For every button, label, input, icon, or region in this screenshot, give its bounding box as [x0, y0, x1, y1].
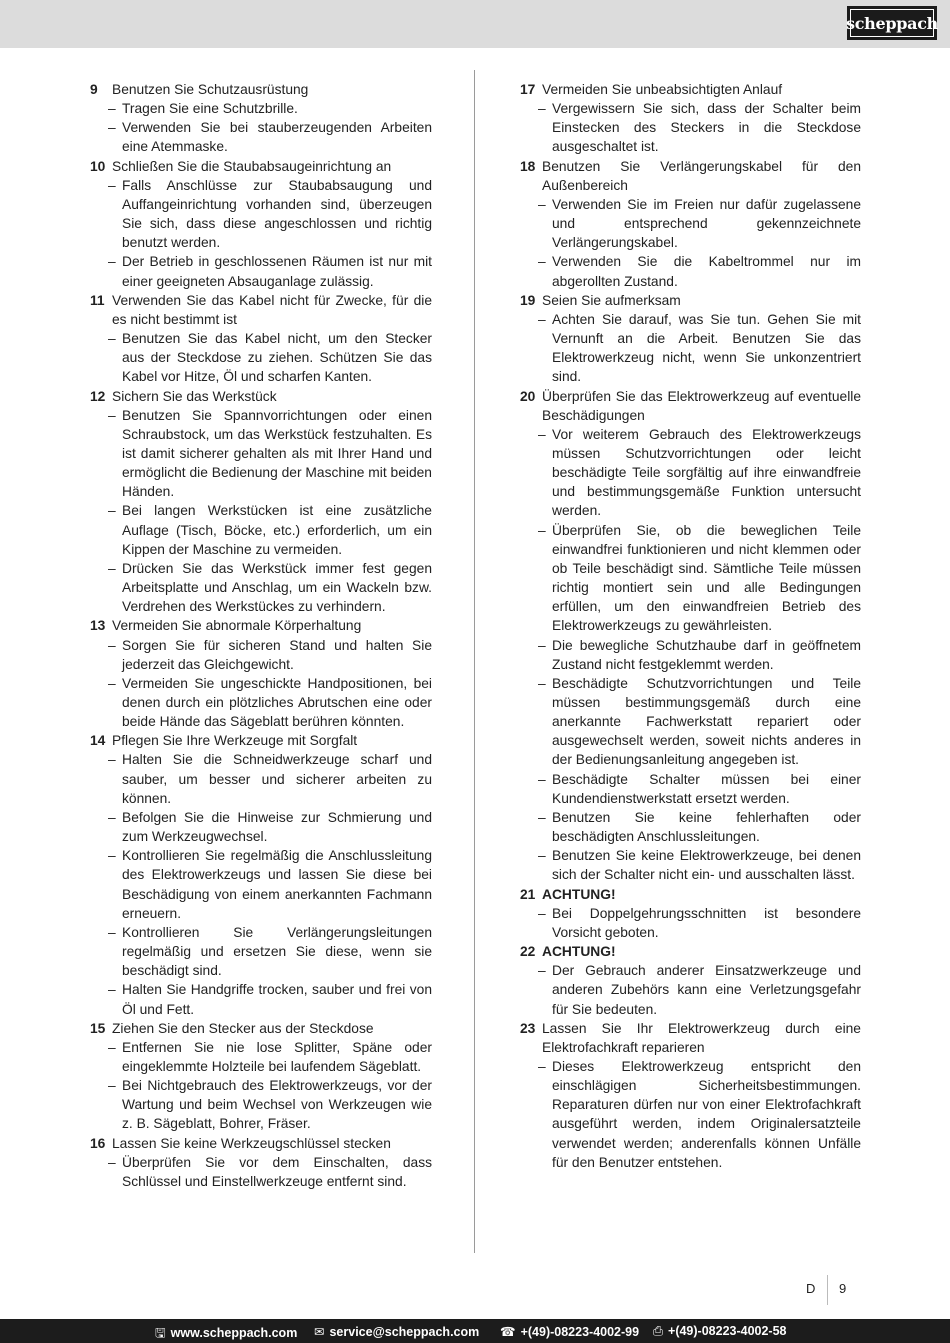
envelope-icon: ✉ [314, 1325, 325, 1339]
dash-bullet: – [538, 311, 546, 327]
item-subpoint [520, 252, 861, 290]
item-title: Seien Sie aufmerksam [542, 292, 681, 308]
right-column [520, 80, 861, 1172]
dash-bullet: – [108, 675, 116, 691]
subpoint-text: Beschädigte Schalter müssen bei einer Kundendienstwerkstatt ersetzt werden. [552, 771, 861, 806]
item-subpoint [90, 1038, 432, 1076]
item-title: Pflegen Sie Ihre Werkzeuge mit Sorgfalt [112, 733, 358, 749]
contact-phone[interactable] [500, 1324, 639, 1339]
item-subpoint [520, 904, 861, 942]
subpoint-text: Verwenden Sie die Kabeltrommel nur im abgerollten Zustand. [552, 254, 861, 289]
item-title: Vermeiden Sie abnormale Körperhaltung [112, 618, 362, 634]
dash-bullet: – [108, 848, 116, 864]
subpoint-text: Vor weiterem Gebrauch des Elektrowerkzeugs müssen Schutzvorrichtungen oder leicht beschädigte Teile sorgfältig auf ihre einwandfreie und bestimmungsgemäße Funktion untersucht werden. [552, 426, 861, 519]
item-subpoint [90, 501, 432, 558]
item-number: 19 [520, 292, 536, 308]
dash-bullet: – [108, 503, 116, 519]
safety-item-heading [520, 1019, 861, 1057]
safety-item-heading [90, 616, 432, 635]
dash-bullet: – [538, 637, 546, 653]
item-number: 11 [90, 292, 105, 308]
dash-bullet: – [108, 1154, 116, 1170]
dash-bullet: – [538, 675, 546, 691]
item-title: Sichern Sie das Werkstück [112, 388, 277, 404]
item-subpoint [90, 559, 432, 616]
item-title: Lassen Sie keine Werkzeugschlüssel stecken [112, 1135, 391, 1151]
safety-item [90, 157, 432, 291]
subpoint-text: Bei Nichtgebrauch des Elektrowerkzeugs, vor der Wartung und beim Wechsel von Werkzeugen wie z. B. Sägeblatt, Bohrer, Fräser. [122, 1078, 432, 1132]
subpoint-text: Verwenden Sie bei stauberzeugenden Arbeiten eine Atemmaske. [122, 120, 432, 155]
monitor-icon: 🖫 [155, 1326, 166, 1340]
dash-bullet: – [108, 637, 116, 653]
item-title: Lassen Sie Ihr Elektrowerkzeug durch eine Elektrofachkraft reparieren [542, 1020, 861, 1055]
subpoint-text: Benutzen Sie das Kabel nicht, um den Stecker aus der Steckdose zu ziehen. Schützen Sie das Kabel vor Hitze, Öl und scharfen Kanten. [122, 331, 432, 385]
subpoint-text: Kontrollieren Sie Verlängerungsleitungen regelmäßig und ersetzen Sie diese, wenn sie beschädigt sind. [122, 924, 432, 979]
item-subpoint [90, 808, 432, 846]
item-subpoint [520, 99, 861, 156]
column-divider [474, 70, 475, 1253]
safety-item-heading [90, 80, 432, 99]
safety-item-heading [90, 291, 432, 329]
dash-bullet: – [108, 254, 116, 270]
subpoint-text: Befolgen Sie die Hinweise zur Schmierung und zum Werkzeugwechsel. [122, 809, 432, 845]
dash-bullet: – [108, 809, 116, 825]
safety-item [520, 1019, 861, 1172]
subpoint-text: Benutzen Sie keine fehlerhaften oder beschädigten Anschlussleitungen. [552, 809, 861, 845]
item-subpoint [90, 406, 432, 502]
item-subpoint [90, 846, 432, 923]
item-subpoint [90, 923, 432, 980]
footer-separator [827, 1275, 828, 1305]
dash-bullet: – [538, 809, 546, 825]
dash-bullet: – [538, 771, 546, 787]
item-number: 12 [90, 388, 106, 404]
item-title: Ziehen Sie den Stecker aus der Steckdose [112, 1020, 374, 1036]
item-subpoint [90, 636, 432, 674]
dash-bullet: – [538, 963, 546, 979]
subpoint-text: Benutzen Sie keine Elektrowerkzeuge, bei denen sich der Schalter nicht ein- und ausschalten lässt. [552, 848, 861, 883]
contact-web[interactable] [155, 1324, 297, 1343]
item-subpoint [520, 310, 861, 387]
item-subpoint [90, 980, 432, 1018]
subpoint-text: Verwenden Sie im Freien nur dafür zugelassene und entsprechend gekennzeichnete Verlängerungskabel. [552, 196, 861, 251]
item-number: 10 [90, 158, 106, 174]
safety-item-heading [90, 387, 432, 406]
item-title: ACHTUNG! [542, 944, 616, 960]
safety-item-heading [90, 1134, 432, 1153]
safety-item [520, 157, 861, 291]
item-number: 17 [520, 82, 536, 97]
subpoint-text: Tragen Sie eine Schutzbrille. [122, 101, 298, 117]
item-subpoint [520, 770, 861, 808]
safety-item-heading [520, 885, 861, 904]
item-subpoint [90, 99, 432, 118]
dash-bullet: – [538, 1058, 546, 1074]
dash-bullet: – [108, 1039, 116, 1055]
telephone-icon: ☎ [500, 1325, 516, 1339]
safety-item [90, 1134, 432, 1191]
item-number: 21 [520, 886, 536, 902]
subpoint-text: Vergewissern Sie sich, dass der Schalter beim Einstecken des Steckers in die Steckdose ausgeschaltet ist. [552, 101, 861, 155]
contact-email[interactable] [314, 1324, 479, 1339]
item-subpoint [90, 674, 432, 731]
page-number: 9 [839, 1281, 847, 1296]
item-number: 15 [90, 1020, 106, 1036]
item-subpoint [90, 750, 432, 807]
item-subpoint [520, 674, 861, 770]
subpoint-text: Bei Doppelgehrungsschnitten ist besondere Vorsicht geboten. [552, 905, 861, 940]
item-number: 14 [90, 733, 106, 749]
item-number: 9 [90, 82, 98, 97]
safety-item [520, 387, 861, 885]
safety-item-heading [520, 387, 861, 425]
dash-bullet: – [538, 196, 546, 212]
subpoint-text: Beschädigte Schutzvorrichtungen und Teile müssen bestimmungsgemäß durch eine anerkannte Fachwerkstatt repariert oder ausgewechselt werden, soweit nichts anderes in der Bedienungsanleitung angegeben ist. [552, 675, 861, 768]
item-title: Benutzen Sie Schutzausrüstung [112, 82, 309, 97]
item-title: Verwenden Sie das Kabel nicht für Zwecke, für die es nicht bestimmt ist [112, 292, 432, 327]
subpoint-text: Kontrollieren Sie regelmäßig die Anschlussleitung des Elektrowerkzeugs und lassen Sie diese bei Beschädigung von einem anerkannten Fachmann erneuern. [122, 848, 432, 921]
item-number: 22 [520, 944, 536, 960]
item-subpoint [90, 176, 432, 253]
contact-bar [0, 1319, 950, 1343]
header-bar [0, 0, 950, 48]
subpoint-text: Bei langen Werkstücken ist eine zusätzliche Auflage (Tisch, Böcke, etc.) erforderlich, um ein Kippen der Maschine zu vermeiden. [122, 503, 432, 557]
item-number: 18 [520, 158, 536, 174]
contact-email-text: service@scheppach.com [329, 1325, 480, 1339]
item-number: 13 [90, 618, 106, 634]
subpoint-text: Vermeiden Sie ungeschickte Handpositionen, bei denen durch ein plötzliches Abrutschen eine oder beide Hände das Sägeblatt berühren könnten. [122, 675, 432, 730]
item-title: Benutzen Sie Verlängerungskabel für den Außenbereich [542, 158, 861, 193]
safety-item-heading [520, 942, 861, 961]
dash-bullet: – [108, 560, 116, 576]
item-title: Schließen Sie die Staubabsaugeinrichtung an [112, 158, 392, 174]
item-number: 20 [520, 388, 536, 404]
item-subpoint [520, 961, 861, 1018]
subpoint-text: Überprüfen Sie, ob die beweglichen Teile einwandfrei funktionieren und nicht klemmen oder ob Teile beschädigt sind. Sämtliche Teile müssen richtig montiert sein und alle Bedingungen erfüllen, um den einwandfreien Betrieb des Elektrowerkzeugs zu gewährleisten. [552, 522, 861, 634]
subpoint-text: Dieses Elektrowerkzeug entspricht den einschlägigen Sicherheitsbestimmungen. Reparaturen dürfen nur von einer Elektrofachkraft ausgeführt werden, indem Originalersatzteile verwendet werden; anderenfalls können Unfälle für den Benutzer entstehen. [552, 1058, 861, 1170]
contact-web-text: www.scheppach.com [170, 1326, 298, 1340]
safety-item [90, 80, 432, 157]
fax-icon: ⎙ [653, 1324, 664, 1338]
item-subpoint [90, 329, 432, 386]
dash-bullet: – [108, 982, 116, 998]
safety-item [90, 731, 432, 1018]
subpoint-text: Halten Sie die Schneidwerkzeuge scharf und sauber, um besser und sicherer arbeiten zu können. [122, 752, 432, 806]
safety-item-heading [90, 157, 432, 176]
item-subpoint [520, 195, 861, 252]
item-subpoint [520, 808, 861, 846]
subpoint-text: Benutzen Sie Spannvorrichtungen oder einen Schraubstock, um das Werkstück festzuhalten. Es ist damit sicherer gehalten als mit Ihrer Hand und ermöglicht die Bedienung der Maschine mit beiden Händen. [122, 407, 432, 500]
item-subpoint [520, 636, 861, 674]
subpoint-text: Entfernen Sie nie lose Splitter, Späne oder eingeklemmte Holzteile bei laufendem Sägeblatt. [122, 1039, 432, 1074]
item-subpoint [90, 1153, 432, 1191]
dash-bullet: – [538, 848, 546, 864]
dash-bullet: – [108, 407, 116, 423]
item-title: Überprüfen Sie das Elektrowerkzeug auf eventuelle Beschädigungen [542, 388, 861, 423]
dash-bullet: – [108, 177, 116, 193]
safety-item [520, 80, 861, 157]
item-number: 23 [520, 1020, 536, 1036]
contact-fax-text: +(49)-08223-4002-58 [668, 1324, 787, 1338]
item-subpoint [520, 425, 861, 521]
contact-fax[interactable] [653, 1324, 787, 1339]
dash-bullet: – [538, 101, 546, 117]
dash-bullet: – [108, 1078, 116, 1094]
item-subpoint [90, 1076, 432, 1133]
safety-item-heading [520, 80, 861, 99]
item-number: 16 [90, 1135, 106, 1151]
item-title: Vermeiden Sie unbeabsichtigten Anlauf [542, 82, 783, 97]
subpoint-text: Achten Sie darauf, was Sie tun. Gehen Sie mit Vernunft an die Arbeit. Benutzen Sie das Elektrowerkzeug nicht, wenn Sie unkonzentriert sind. [552, 311, 861, 385]
item-subpoint [520, 521, 861, 636]
safety-item [520, 291, 861, 387]
safety-item-heading [90, 731, 432, 750]
subpoint-text: Der Betrieb in geschlossenen Räumen ist nur mit einer geeigneten Absauganlage zulässig. [122, 254, 432, 289]
safety-item [90, 616, 432, 731]
safety-item [90, 291, 432, 387]
safety-item [520, 885, 861, 942]
dash-bullet: – [538, 426, 546, 442]
subpoint-text: Halten Sie Handgriffe trocken, sauber und frei von Öl und Fett. [122, 982, 432, 1017]
safety-item-heading [520, 157, 861, 195]
subpoint-text: Der Gebrauch anderer Einsatzwerkzeuge und anderen Zubehörs kann eine Verletzungsgefahr für Sie bedeuten. [552, 963, 861, 1017]
subpoint-text: Die bewegliche Schutzhaube darf in geöffnetem Zustand nicht festgeklemmt werden. [552, 637, 861, 672]
dash-bullet: – [108, 101, 116, 117]
safety-item [90, 387, 432, 617]
subpoint-text: Sorgen Sie für sicheren Stand und halten Sie jederzeit das Gleichgewicht. [122, 637, 432, 672]
safety-item [90, 1019, 432, 1134]
contact-phone-text: +(49)-08223-4002-99 [520, 1325, 640, 1339]
safety-item-heading [90, 1019, 432, 1038]
dash-bullet: – [538, 254, 546, 270]
subpoint-text: Drücken Sie das Werkstück immer fest gegen Arbeitsplatte und Anschlag, um ein Wackeln bzw. Verdrehen des Werkstückes zu verhindern. [122, 560, 432, 615]
left-column [90, 80, 432, 1191]
dash-bullet: – [108, 924, 116, 940]
brand-logo: scheppach [847, 6, 937, 40]
language-code: D [806, 1281, 816, 1296]
item-title: ACHTUNG! [542, 886, 616, 902]
item-subpoint [90, 252, 432, 290]
dash-bullet: – [108, 331, 116, 347]
item-subpoint [520, 1057, 861, 1172]
dash-bullet: – [538, 522, 546, 538]
dash-bullet: – [538, 905, 546, 921]
subpoint-text: Überprüfen Sie vor dem Einschalten, dass Schlüssel und Einstellwerkzeuge entfernt sind. [122, 1154, 432, 1189]
dash-bullet: – [108, 752, 116, 768]
dash-bullet: – [108, 120, 116, 136]
item-subpoint [520, 846, 861, 884]
item-subpoint [90, 118, 432, 156]
subpoint-text: Falls Anschlüsse zur Staubabsaugung und Auffangeinrichtung vorhanden sind, überzeugen Sie sich, dass diese angeschlossen und richtig benutzt werden. [122, 177, 432, 251]
safety-item [520, 942, 861, 1019]
safety-item-heading [520, 291, 861, 310]
